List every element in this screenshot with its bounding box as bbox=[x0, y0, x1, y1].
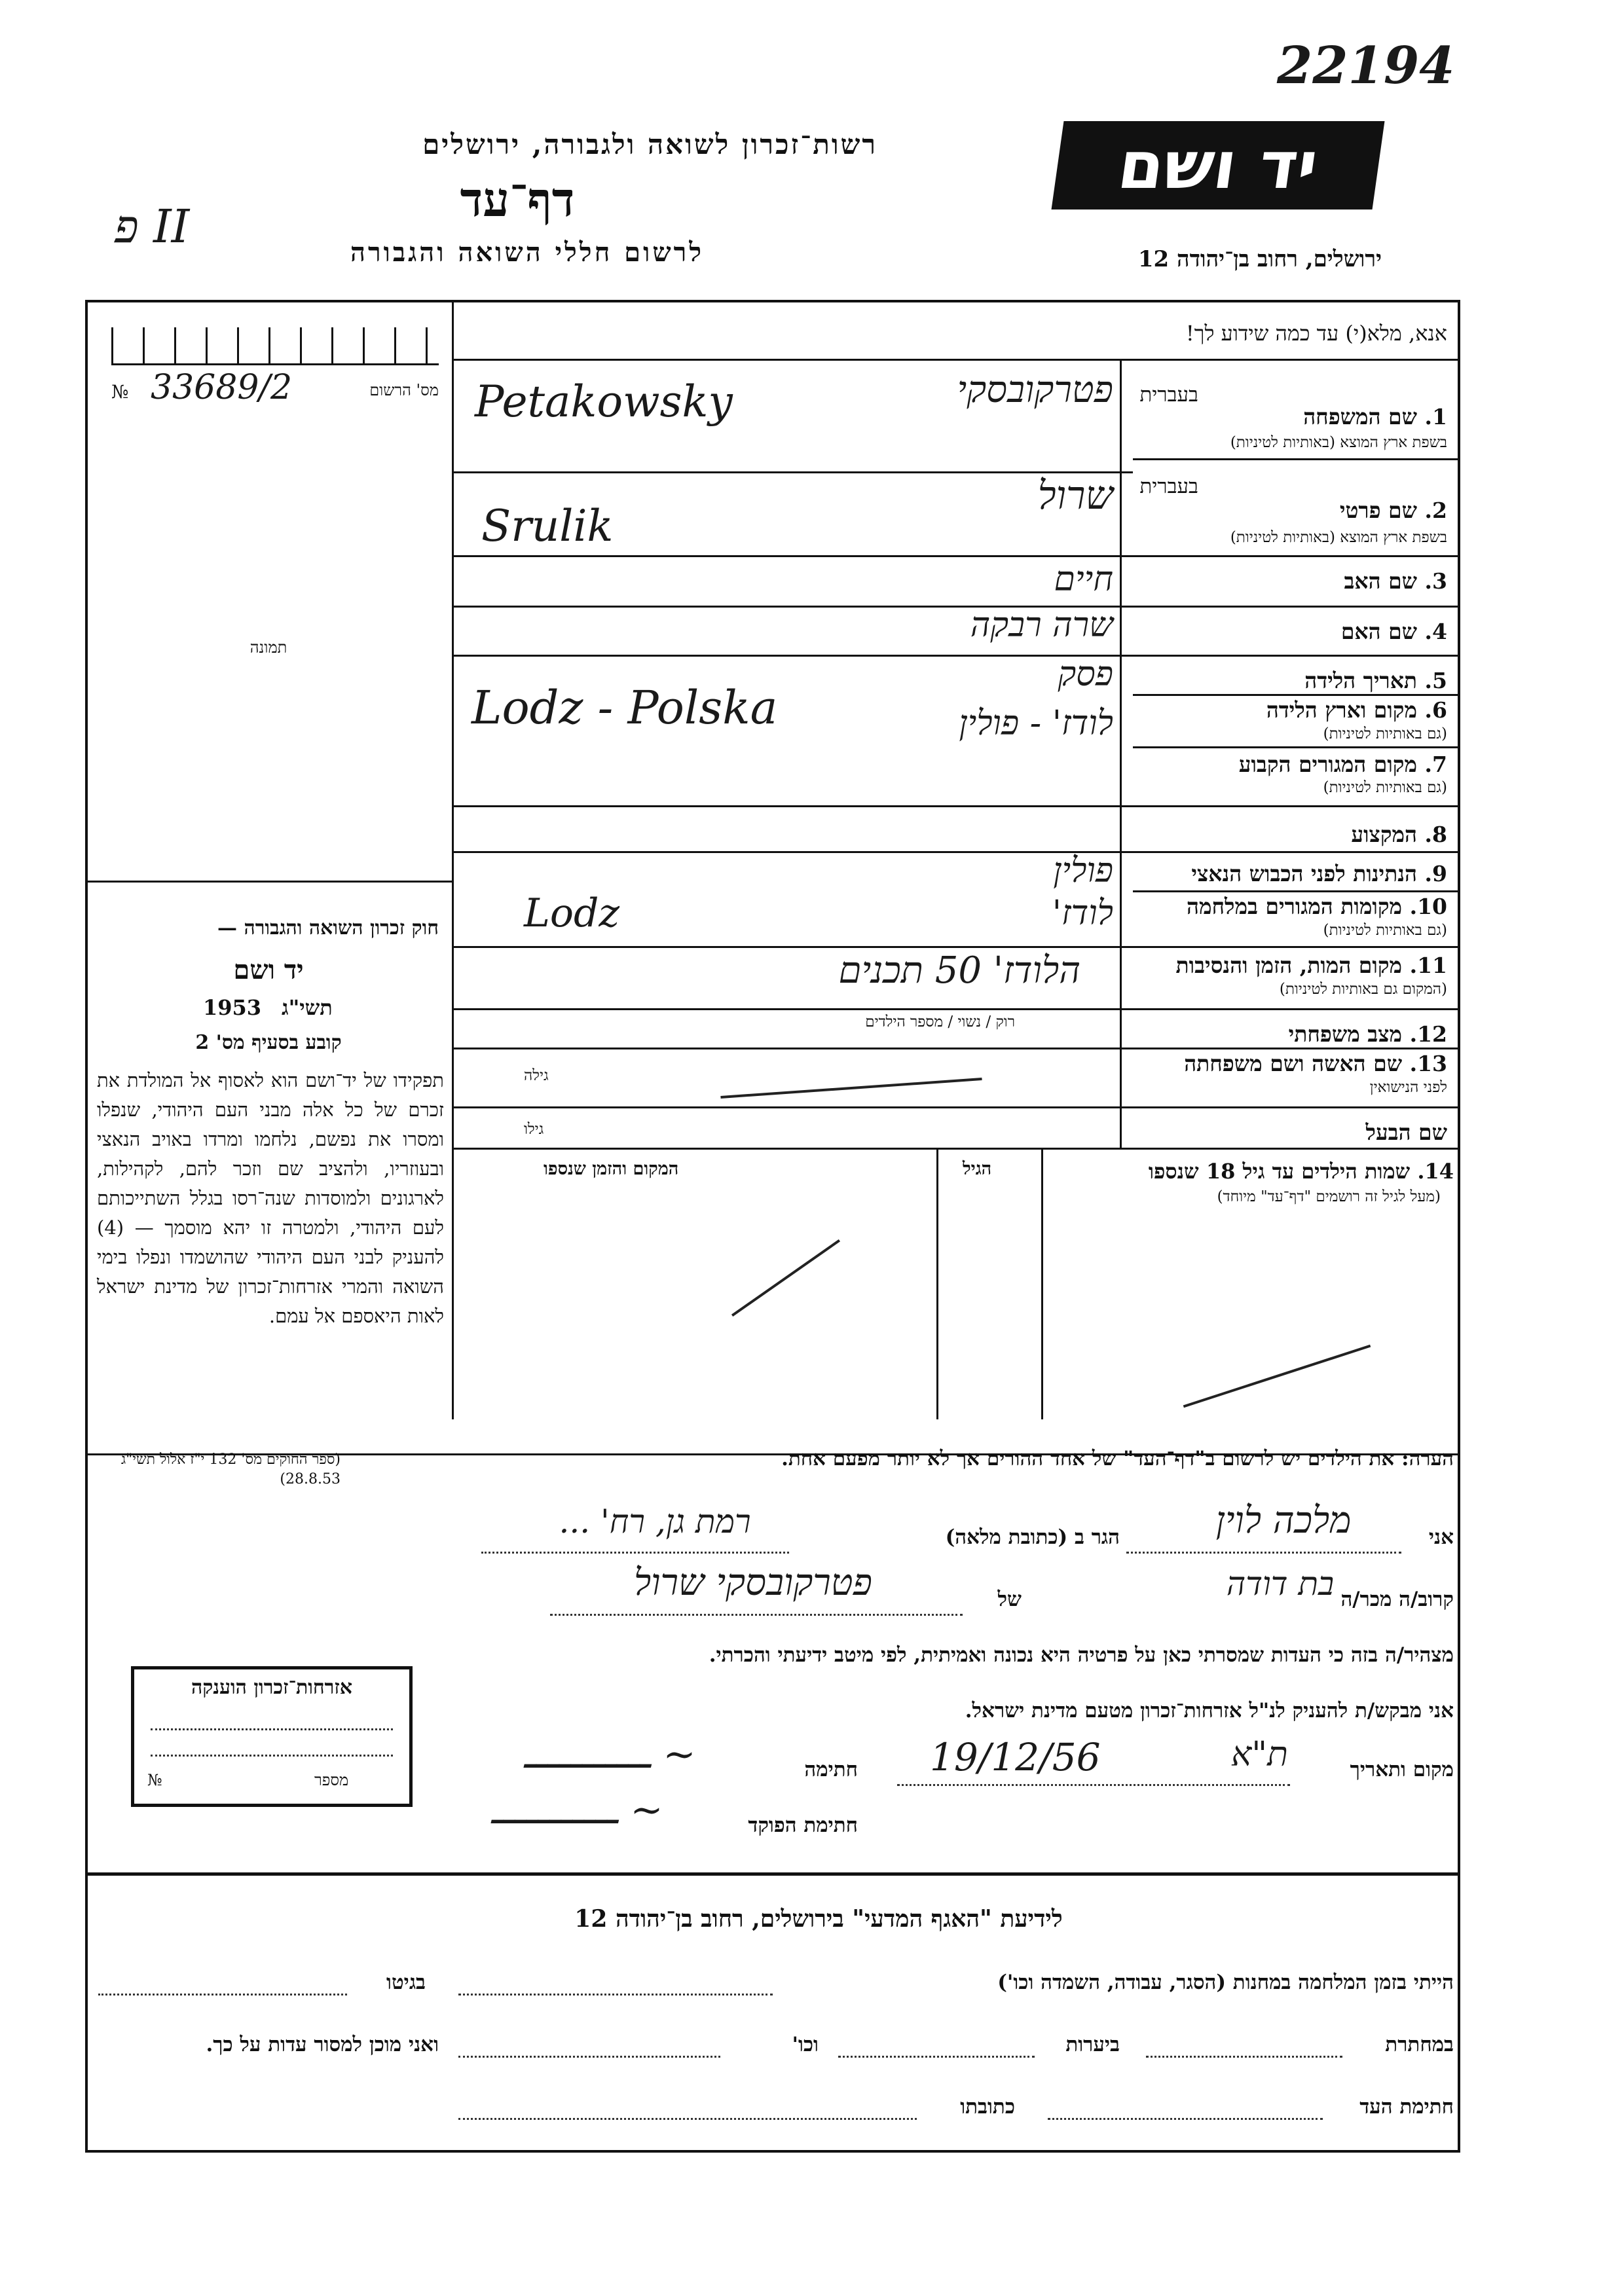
field-13-note: לפני הנישואין bbox=[1369, 1079, 1447, 1096]
field-12-text: מצב משפחתי bbox=[1288, 1021, 1403, 1047]
field-10-label bbox=[1187, 894, 1447, 920]
bottom-separator bbox=[85, 1872, 1460, 1876]
field-10-num: 10. bbox=[1409, 894, 1447, 919]
bottom-line2-d: ואני מוכן למסור עדות על כך. bbox=[206, 2033, 439, 2056]
law-reference: (ספר החוקים מס' 132 י"ז אלול תשי"ג 28.8.53) bbox=[120, 1451, 341, 1487]
field-4-value-hebrew: שרה רבקה bbox=[970, 606, 1113, 645]
field-13-label bbox=[1184, 1051, 1447, 1077]
field-6-num: 6. bbox=[1424, 697, 1447, 723]
yad-vashem-logo bbox=[1052, 121, 1385, 210]
field-9-value-hebrew: פולין bbox=[1053, 851, 1113, 890]
field-9-num: 9. bbox=[1424, 861, 1447, 886]
bottom-line1-a: הייתי בזמן המלחמה במחנות (הסגר, עבודה, השמדה וכו') bbox=[997, 1971, 1454, 1994]
citizenship-title: אזרחות־זכרון הוענקה bbox=[191, 1676, 353, 1699]
field-1-text: שם המשפחה bbox=[1303, 404, 1418, 429]
field-8-label bbox=[1351, 822, 1447, 848]
rule-10 bbox=[452, 946, 1460, 948]
rule-12 bbox=[452, 1048, 1460, 1049]
citizenship-line-1 bbox=[151, 1728, 393, 1730]
place-value: ת"א bbox=[1231, 1735, 1288, 1774]
resides-text: הגר ב bbox=[1074, 1525, 1120, 1549]
address-line bbox=[481, 1552, 789, 1554]
bottom-line2-b: ביערות bbox=[1065, 2033, 1120, 2056]
bottom-line1-b: בגיטו bbox=[386, 1971, 426, 1994]
rule-2 bbox=[452, 555, 1460, 557]
field-1-value-hebrew: פטרקובסקי bbox=[957, 369, 1113, 411]
request-text: אני מבקש/ת להעניק לנ"ל אזרחות־זכרון מטעם מדינת ישראל. bbox=[965, 1699, 1454, 1722]
field-2-note: בשפת ארץ המוצא (באותיות לטיניות) bbox=[1230, 529, 1447, 546]
field-3-label bbox=[1344, 568, 1448, 594]
rule-6 bbox=[1133, 746, 1460, 748]
field-13-num: 13. bbox=[1409, 1051, 1447, 1076]
field-7-num: 7. bbox=[1424, 752, 1447, 777]
name-line bbox=[1126, 1552, 1401, 1554]
field-2-hebrew-tag: בעברית bbox=[1139, 475, 1198, 498]
field-1-hebrew-tag: בעברית bbox=[1139, 383, 1198, 407]
law-name: יד ושם bbox=[233, 955, 304, 985]
field-7-note: (גם באותיות לטיניות) bbox=[1323, 779, 1447, 796]
field-3-value-hebrew: חיים bbox=[1054, 560, 1113, 599]
relation-subject: פטרקובסקי שרול bbox=[634, 1561, 872, 1604]
official-signature: ـــــــــــ ~ bbox=[491, 1787, 663, 1833]
citizenship-no-sign: № bbox=[147, 1771, 162, 1789]
citizenship-number-label: מספר bbox=[314, 1771, 349, 1789]
declarant-signature: ـــــــــــ ~ bbox=[524, 1732, 696, 1777]
rule-7 bbox=[452, 805, 1460, 807]
bottom-line3-b: כתובתו bbox=[960, 2095, 1015, 2119]
registration-label: מס' הרשום bbox=[369, 381, 439, 399]
archive-stamp-number: 22194 bbox=[1277, 36, 1455, 96]
official-label: חתימת הפוקד bbox=[748, 1813, 858, 1837]
subject-line bbox=[550, 1614, 963, 1616]
children-col-age: הגיל bbox=[963, 1159, 992, 1179]
husband-age-label: גילו bbox=[524, 1121, 544, 1138]
field-1-value-latin: Petakowsky bbox=[475, 376, 733, 427]
children-num: 14. bbox=[1417, 1159, 1454, 1184]
declarant-name: מלכה לוין bbox=[1215, 1499, 1352, 1542]
relation-of: של bbox=[997, 1588, 1022, 1611]
field-7-text: מקום המגורים הקבוע bbox=[1238, 752, 1418, 777]
field-6-label bbox=[1266, 697, 1447, 723]
children-col-divider-1 bbox=[936, 1148, 938, 1419]
rule-1 bbox=[1133, 458, 1460, 460]
declarant-resides bbox=[946, 1525, 1120, 1549]
field-1-num: 1. bbox=[1424, 404, 1447, 429]
place-date-line bbox=[897, 1784, 1290, 1786]
field-1-label bbox=[1303, 404, 1447, 430]
children-col-place: המקום והזמן שנספו bbox=[544, 1159, 679, 1179]
field-5-text: תאריך הלידה bbox=[1304, 668, 1418, 693]
field-6-value-latin: Lodz - Polska bbox=[471, 681, 778, 735]
relation-label: קרוב/ה מכר/ה bbox=[1340, 1588, 1454, 1611]
bottom-line2-dots-3 bbox=[458, 2056, 720, 2058]
instruction-rule bbox=[452, 359, 1460, 361]
husband-label: שם הבעל bbox=[1365, 1120, 1447, 1145]
place-date-label: מקום ותאריך bbox=[1350, 1758, 1454, 1781]
field-8-num: 8. bbox=[1424, 822, 1447, 847]
rule-11 bbox=[452, 1008, 1460, 1010]
field-11-note: (המקום גם באותיות לטיניות) bbox=[1279, 981, 1447, 998]
declarant-address: רמת גן, רח' ... bbox=[559, 1503, 751, 1540]
logo-text: יד ושם bbox=[1113, 127, 1323, 204]
field-9-text: הנתינות לפני הכבוש הנאצי bbox=[1191, 861, 1418, 886]
field-5-label bbox=[1304, 668, 1447, 694]
rule-5 bbox=[1133, 694, 1460, 696]
instruction: אנא, מלא(י) עד כמה שידוע לך! bbox=[1185, 321, 1447, 346]
bottom-line1-dots-2 bbox=[98, 1994, 347, 1995]
photo-box-bottom bbox=[85, 881, 452, 883]
margin-mark: פ II bbox=[115, 200, 190, 253]
field-5-num: 5. bbox=[1424, 668, 1447, 693]
bottom-line1-dots-1 bbox=[458, 1994, 773, 1995]
field-2-label bbox=[1340, 498, 1447, 524]
law-text: תפקידו של יד־ושם הוא לאסוף אל המולדת את זכרם של כל אלה מבני העם היהודי, שנפלו ומסרו את נפשם, נלחמו ומרדו באויב הנאצי ובעוזריו, ולהציב שם וזכר להם, לקהילות, לארגונים ולמוסדות שנה־רסו בגלל השתייכותם לעם היהודי, ולמטרה זו יהא מוסמך — (4) להעניק לבני העם היהודי שהושמדו ונפלו בימי השואה והמרי אזרחות־זכרון של מדינת ישראל לאות היאספם אל עמם. bbox=[97, 1069, 444, 1327]
field-13-age-label: גילה bbox=[524, 1067, 549, 1084]
signature-label: חתימה bbox=[804, 1758, 858, 1781]
form-title: דף־עד bbox=[460, 172, 575, 227]
field-11-num: 11. bbox=[1409, 953, 1447, 978]
field-7-label bbox=[1239, 752, 1447, 778]
bottom-line2-a: במחתרת bbox=[1385, 2033, 1454, 2056]
bottom-line3-dots-1 bbox=[1048, 2118, 1323, 2120]
field-6-note: (גם באותיות לטיניות) bbox=[1323, 725, 1447, 742]
law-title: חוק זכרון השואה והגבורה — bbox=[217, 917, 439, 939]
rule-13 bbox=[452, 1106, 1460, 1108]
law-clause: קובע בסעיף מס' 2 bbox=[195, 1031, 342, 1054]
left-column-divider bbox=[452, 300, 454, 1419]
field-4-label bbox=[1341, 619, 1447, 645]
field-10-value-latin: Lodz bbox=[524, 890, 619, 936]
children-note: (מעל לגיל זה רושמים "דף־עד" מיוחד) bbox=[1217, 1188, 1441, 1205]
declarant-ani: אני bbox=[1428, 1525, 1454, 1549]
registration-number: 33689/2 bbox=[151, 368, 293, 407]
bottom-line3-dots-2 bbox=[458, 2118, 917, 2120]
field-1-note: בשפת ארץ המוצא (באותיות לטיניות) bbox=[1230, 434, 1447, 451]
field-5-value-hebrew: פסק bbox=[1058, 655, 1113, 694]
children-title bbox=[1149, 1159, 1454, 1184]
law-year: 1953 bbox=[203, 995, 262, 1020]
note-line: הערה: את הילדים יש לרשום ב"דף־העד" של אחד ההורים אך לא יותר מפעם אחת. bbox=[781, 1447, 1454, 1470]
bottom-line2-dots-1 bbox=[1146, 2056, 1342, 2058]
field-6-value-hebrew: לודז' - פולין bbox=[959, 704, 1113, 743]
children-col-divider-2 bbox=[1041, 1148, 1043, 1419]
field-2-num: 2. bbox=[1424, 498, 1447, 523]
field-10-text: מקומות המגורים במלחמה bbox=[1186, 894, 1403, 919]
field-4-num: 4. bbox=[1424, 619, 1447, 644]
citizenship-line-2 bbox=[151, 1755, 393, 1757]
field-label-divider bbox=[1120, 359, 1122, 1148]
rule-husband bbox=[452, 1148, 1460, 1150]
field-4-text: שם האם bbox=[1340, 619, 1418, 644]
field-11-text: מקום המות, הזמן והנסיבות bbox=[1175, 953, 1403, 978]
bottom-title: לידיעת "האגף המדעי" בירושלים, רחוב בן־יהודה 12 bbox=[574, 1905, 1063, 1933]
field-6-text: מקום וארץ הלידה bbox=[1266, 697, 1418, 723]
law-year-hebrew: תשי"ג bbox=[282, 995, 333, 1020]
field-12-num: 12. bbox=[1409, 1021, 1447, 1047]
registration-no-sign: № bbox=[111, 381, 129, 403]
field-12-value: רוק / נשוי / מספר הילדים bbox=[865, 1013, 1015, 1030]
date-value: 19/12/56 bbox=[930, 1735, 1101, 1779]
field-3-text: שם האב bbox=[1344, 568, 1418, 594]
form-subtitle: לרשום חללי השואה והגבורה bbox=[350, 237, 705, 268]
field-2-text: שם פרטי bbox=[1339, 498, 1418, 523]
address-label: (כתובת מלאה) bbox=[945, 1525, 1068, 1549]
registration-ticks bbox=[111, 327, 439, 365]
field-12-label bbox=[1289, 1021, 1447, 1048]
field-13-text: שם האשה ושם משפחתה bbox=[1184, 1051, 1403, 1076]
field-9-label bbox=[1191, 861, 1447, 887]
field-3-num: 3. bbox=[1424, 568, 1447, 594]
field-8-text: המקצוע bbox=[1351, 822, 1418, 847]
declaration-text: מצהיר/ה בזה כי העדות שמסרתי כאן על פרטיה היא נכונה ואמיתית, לפי מיטב ידיעתי והכרתי. bbox=[709, 1643, 1454, 1667]
rule-9 bbox=[1133, 890, 1460, 892]
bottom-line2-dots-2 bbox=[838, 2056, 1035, 2058]
field-11-value-hebrew: הלודז' 50 תכנים bbox=[838, 949, 1080, 992]
authority-name: רשות־זכרון לשואה ולגבורה, ירושלים bbox=[422, 128, 877, 160]
office-address: ירושלים, רחוב בן־יהודה 12 bbox=[1137, 246, 1382, 272]
bottom-line2-c: וכו' bbox=[792, 2033, 819, 2056]
field-10-note: (גם באותיות לטיניות) bbox=[1323, 922, 1447, 939]
photo-label: תמונה bbox=[249, 638, 287, 657]
field-2-value-latin: Srulik bbox=[481, 501, 614, 551]
relation-value: בת דודה bbox=[1226, 1565, 1335, 1603]
field-2-value-hebrew: שרול bbox=[1037, 473, 1113, 519]
field-10-value-hebrew: לודז' bbox=[1052, 894, 1113, 933]
field-11-label bbox=[1176, 953, 1447, 979]
bottom-line3-a: חתימת העד bbox=[1359, 2095, 1454, 2119]
children-title-text: שמות הילדים עד גיל 18 שנספו bbox=[1148, 1159, 1411, 1184]
